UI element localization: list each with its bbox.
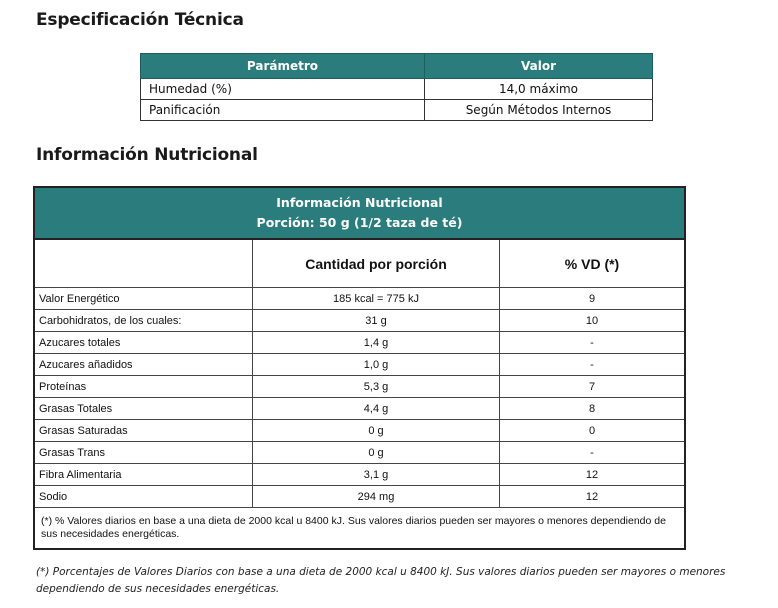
amount-col-header: Cantidad por porción [253,239,500,288]
nutrient-row [34,376,685,398]
nutrient-name: Valor Energético [34,288,253,310]
nutrient-row [34,464,685,486]
nutrient-name: Grasas Saturadas [34,420,253,442]
nutrition-heading: Información Nutricional [36,145,258,165]
nutrient-row [34,288,685,310]
spec-value-cell: 14,0 máximo [425,79,653,100]
nutrient-col-header [34,239,253,288]
nutrient-vd: 7 [500,376,686,398]
spec-heading: Especificación Técnica [36,10,244,30]
nutrient-amount: 185 kcal = 775 kJ [253,288,500,310]
nutrient-amount: 294 mg [253,486,500,508]
nutrient-vd: 9 [500,288,686,310]
spec-value-cell: Según Métodos Internos [425,100,653,121]
spec-table [140,53,653,121]
nutrient-vd: - [500,442,686,464]
portion-label: Porción: 50 g (1/2 taza de té) [256,215,463,230]
spec-row [141,79,653,100]
nutrient-amount: 0 g [253,420,500,442]
nutrient-vd: 8 [500,398,686,420]
nutrient-row [34,354,685,376]
nutrient-row [34,420,685,442]
nutrition-note-row [34,508,685,550]
nutrient-vd: 12 [500,464,686,486]
nutrient-vd: 0 [500,420,686,442]
nutrient-amount: 4,4 g [253,398,500,420]
spec-row [141,100,653,121]
nutrient-amount: 31 g [253,310,500,332]
nutrient-name: Grasas Trans [34,442,253,464]
nutrient-amount: 0 g [253,442,500,464]
nutrient-name: Azucares añadidos [34,354,253,376]
nutrient-row [34,398,685,420]
nutrient-row [34,486,685,508]
nutrient-amount: 5,3 g [253,376,500,398]
nutrition-table-note: (*) % Valores diarios en base a una dieta de 2000 kcal u 8400 kJ. Sus valores diarios pueden ser mayores o menores dependiendo de sus necesidades energéticas. [34,508,685,550]
nutrition-table [33,186,686,550]
nutrition-banner [34,187,685,239]
nutrient-row [34,310,685,332]
nutrient-name: Carbohidratos, de los cuales: [34,310,253,332]
nutrient-vd: - [500,332,686,354]
nutrient-amount: 1,0 g [253,354,500,376]
spec-header-row [141,54,653,79]
nutrient-name: Fibra Alimentaria [34,464,253,486]
nutrition-banner-row [34,187,685,239]
spec-param-cell: Panificación [141,100,425,121]
nutrient-name: Proteínas [34,376,253,398]
nutrient-vd: 10 [500,310,686,332]
nutrient-vd: 12 [500,486,686,508]
nutrient-name: Grasas Totales [34,398,253,420]
nutrient-vd: - [500,354,686,376]
nutrient-row [34,442,685,464]
spec-col-value: Valor [425,54,653,79]
spec-col-param: Parámetro [141,54,425,79]
spec-param-cell: Humedad (%) [141,79,425,100]
vd-col-header: % VD (*) [500,239,686,288]
nutrition-column-header-row [34,239,685,288]
nutrient-row [34,332,685,354]
nutrient-amount: 1,4 g [253,332,500,354]
nutrient-name: Sodio [34,486,253,508]
nutrient-amount: 3,1 g [253,464,500,486]
footnote: (*) Porcentajes de Valores Diarios con base a una dieta de 2000 kcal u 8400 kJ. Sus valores diarios pueden ser mayores o menores dependiendo de sus necesidades energéticas. [36,566,726,595]
nutrition-table-title: Información Nutricional [276,195,443,210]
nutrient-name: Azucares totales [34,332,253,354]
